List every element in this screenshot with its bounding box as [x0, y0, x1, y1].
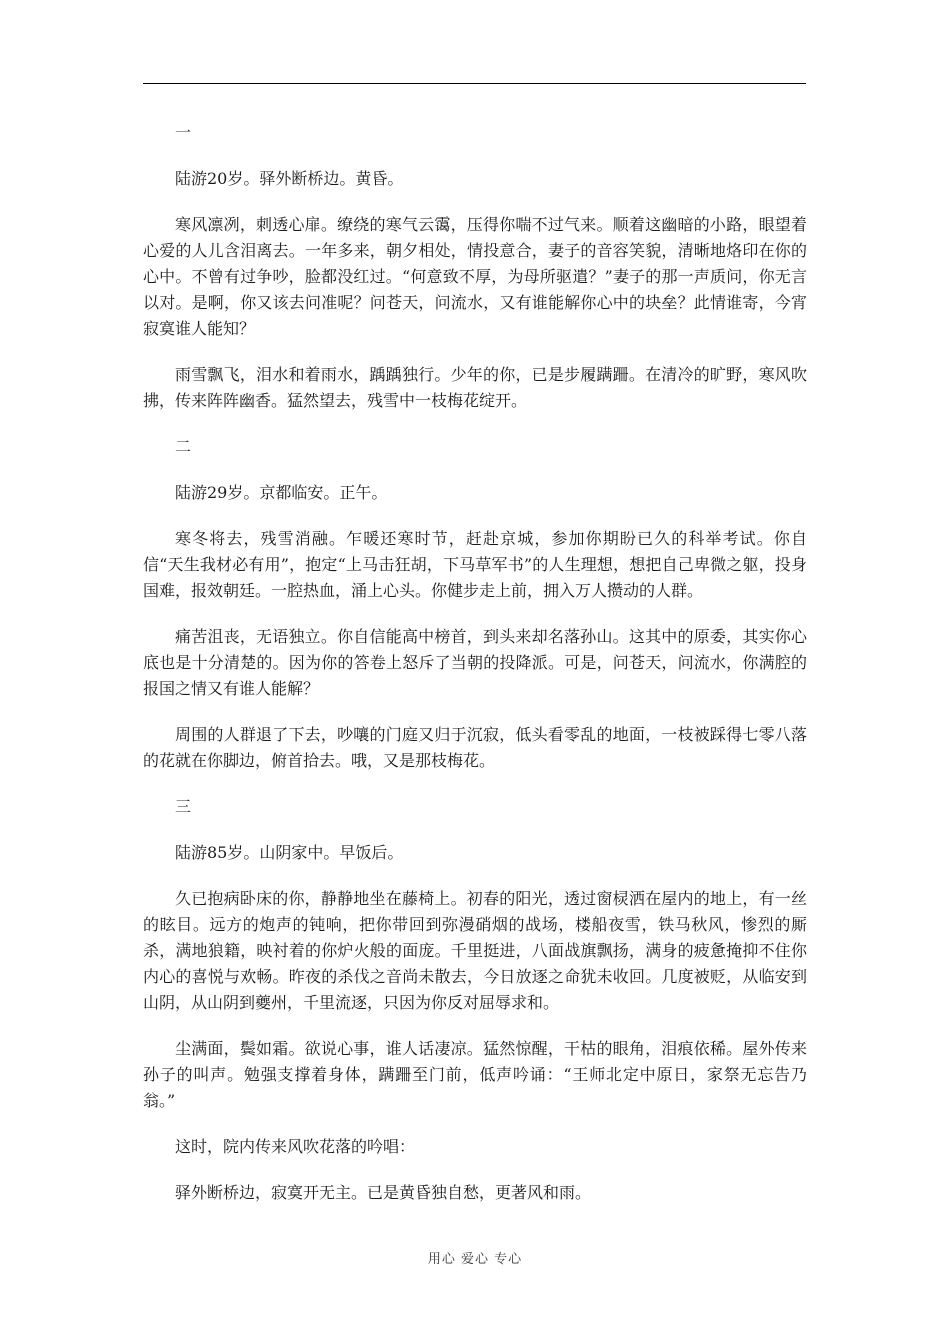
document-body — [143, 120, 807, 1226]
section-2-paragraph-2: 痛苦沮丧，无语独立。你自信能高中榜首，到头来却名落孙山。这其中的原委，其实你心底也是十分清楚的。因为你的答卷上怒斥了当朝的投降派。可是，问苍天，问流水，你满腔的报国之情又有谁人能解？ — [143, 627, 807, 698]
section-2-paragraph-1: 寒冬将去，残雪消融。乍暖还寒时节，赶赴京城，参加你期盼已久的科举考试。你自信“天生我材必有用”，抱定“上马击狂胡，下马草军书”的人生理想，想把自己卑微之躯，投身国难，报效朝廷。一腔热血，涌上心头。你健步走上前，拥入万人攒动的人群。 — [143, 529, 807, 600]
section-number-3: 三 — [175, 797, 192, 816]
section-1-paragraph-2: 雨雪飘飞，泪水和着雨水，踽踽独行。少年的你，已是步履蹒跚。在清冷的旷野，寒风吹拂，传来阵阵幽香。猛然望去，残雪中一枝梅花绽开。 — [143, 365, 807, 410]
section-3-heading: 陆游85岁。山阴家中。早饭后。 — [175, 843, 404, 862]
section-3-paragraph-2: 尘满面，鬓如霜。欲说心事，谁人话凄凉。猛然惊醒，干枯的眼角，泪痕依稀。屋外传来孙子的叫声。勉强支撑着身体，蹒跚至门前，低声吟诵：“王师北定中原日，家祭无忘告乃翁。” — [143, 1039, 807, 1110]
section-2-paragraph-3: 周围的人群退了下去，吵嚷的门庭又归于沉寂，低头看零乱的地面，一枝被踩得七零八落的花就在你脚边，俯首拾去。哦，又是那枝梅花。 — [143, 725, 807, 770]
section-1-heading: 陆游20岁。驿外断桥边。黄昏。 — [175, 169, 404, 188]
header-rule — [143, 83, 806, 84]
section-number-2: 二 — [175, 437, 192, 456]
section-3-paragraph-3: 这时，院内传来风吹花落的吟唱： — [175, 1137, 416, 1156]
section-2-heading: 陆游29岁。京都临安。正午。 — [175, 483, 388, 502]
section-3-paragraph-1: 久已抱病卧床的你，静静地坐在藤椅上。初春的阳光，透过窗棂洒在屋内的地上，有一丝的眩目。远方的炮声的钝响，把你带回到弥漫硝烟的战场，楼船夜雪，铁马秋风，惨烈的厮杀，满地狼籍，映衬着的你炉火般的面庞。千里挺进，八面战旗飘扬，满身的疲惫掩抑不住你内心的喜悦与欢畅。昨夜的杀伐之音尚未散去，今日放逐之命犹未收回。几度被贬，从临安到山阴，从山阴到夔州，千里流逐，只因为你反对屈辱求和。 — [143, 889, 807, 1012]
section-number-1: 一 — [175, 123, 192, 142]
section-3-poem-line: 驿外断桥边，寂寞开无主。已是黄昏独自愁，更著风和雨。 — [175, 1183, 592, 1202]
page-footer: 用心 爱心 专心 — [427, 1252, 523, 1267]
section-1-paragraph-1: 寒风凛冽，刺透心扉。缭绕的寒气云霭，压得你喘不过气来。顺着这幽暗的小路，眼望着心爱的人儿含泪离去。一年多来，朝夕相处，情投意合，妻子的音容笑貌，清晰地烙印在你的心中。不曾有过争吵，脸都没红过。“何意致不厚，为母所驱遣？”妻子的那一声质问，你无言以对。是啊，你又该去问准呢？问苍天，问流水，又有谁能解你心中的块垒？此情谁寄，今宵寂寞谁人能知？ — [143, 215, 807, 338]
